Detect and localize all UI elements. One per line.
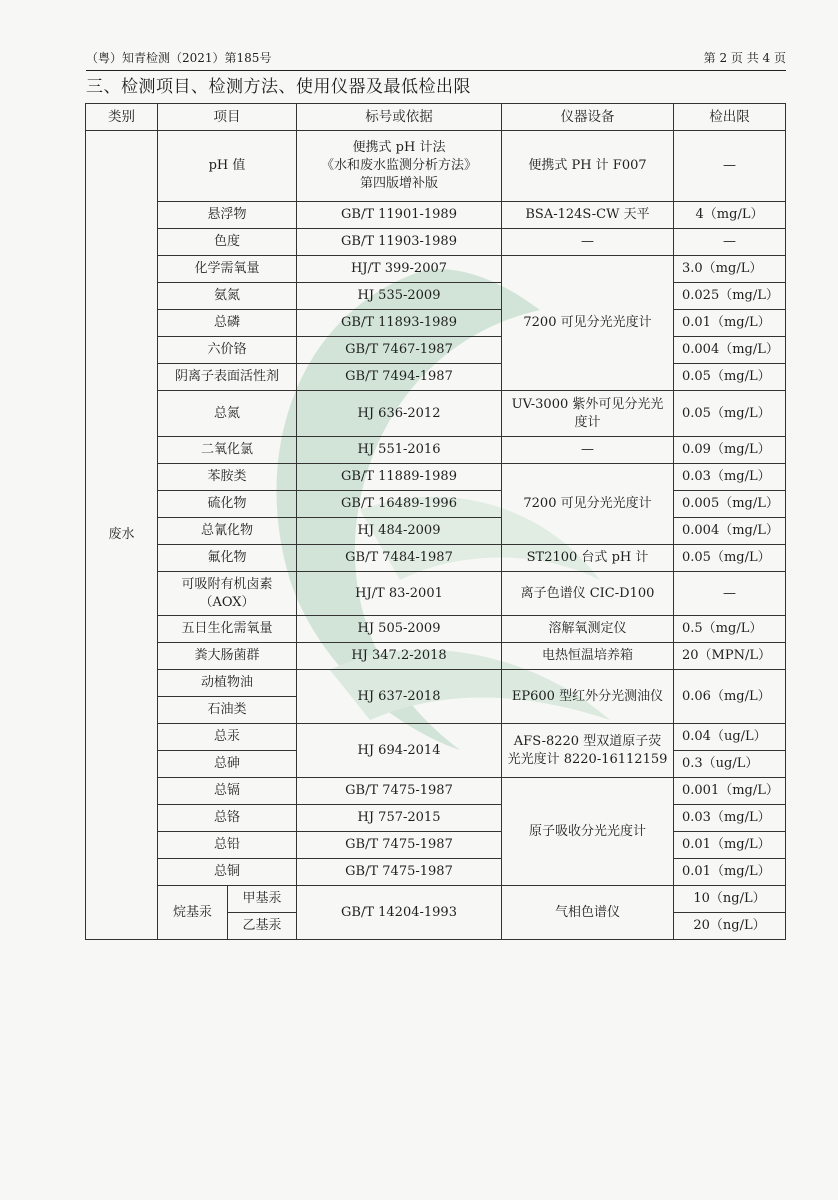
standard-cell: GB/T 14204-1993 xyxy=(297,886,502,940)
table-header-row xyxy=(86,104,786,131)
header-category: 类别 xyxy=(86,104,158,131)
table-row xyxy=(86,491,786,518)
item-group-cell: 烷基汞 xyxy=(158,886,228,940)
item-cell: 可吸附有机卤素 （AOX） xyxy=(158,572,297,616)
standard-cell: GB/T 11889-1989 xyxy=(297,464,502,491)
limit-cell: 0.001（mg/L） xyxy=(674,778,786,805)
standard-cell: HJ 551-2016 xyxy=(297,437,502,464)
standard-cell: HJ 505-2009 xyxy=(297,616,502,643)
item-cell: 总铬 xyxy=(158,805,297,832)
limit-cell: 0.004（mg/L） xyxy=(674,337,786,364)
detection-methods-table xyxy=(85,103,786,940)
limit-cell: — xyxy=(674,572,786,616)
limit-cell: 0.5（mg/L） xyxy=(674,616,786,643)
table-row xyxy=(86,724,786,751)
item-cell: 化学需氧量 xyxy=(158,256,297,283)
item-cell: 硫化物 xyxy=(158,491,297,518)
table-row xyxy=(86,518,786,545)
standard-cell: GB/T 7467-1987 xyxy=(297,337,502,364)
document-number: （粤）知青检测（2021）第185号 xyxy=(86,51,272,65)
instrument-cell: 原子吸收分光光度计 xyxy=(502,778,674,886)
limit-cell: 0.04（ug/L） xyxy=(674,724,786,751)
instrument-cell: ST2100 台式 pH 计 xyxy=(502,545,674,572)
header-divider xyxy=(86,70,786,71)
table-row xyxy=(86,886,786,913)
standard-cell: GB/T 7475-1987 xyxy=(297,778,502,805)
standard-cell: GB/T 11903-1989 xyxy=(297,229,502,256)
table-row xyxy=(86,437,786,464)
limit-cell: 0.005（mg/L） xyxy=(674,491,786,518)
item-cell: 总磷 xyxy=(158,310,297,337)
standard-cell: GB/T 7484-1987 xyxy=(297,545,502,572)
item-cell: 总铅 xyxy=(158,832,297,859)
item-cell: 悬浮物 xyxy=(158,202,297,229)
instrument-cell: 离子色谱仪 CIC-D100 xyxy=(502,572,674,616)
page-header xyxy=(86,48,786,68)
item-cell: 色度 xyxy=(158,229,297,256)
limit-cell: — xyxy=(674,229,786,256)
item-cell: 石油类 xyxy=(158,697,297,724)
item-cell: 总镉 xyxy=(158,778,297,805)
instrument-cell: — xyxy=(502,229,674,256)
instrument-cell: 溶解氧测定仪 xyxy=(502,616,674,643)
limit-cell: 3.0（mg/L） xyxy=(674,256,786,283)
table-row xyxy=(86,283,786,310)
table-row xyxy=(86,202,786,229)
table-row xyxy=(86,859,786,886)
item-cell: 氟化物 xyxy=(158,545,297,572)
standard-cell: GB/T 11901-1989 xyxy=(297,202,502,229)
limit-cell: 0.3（ug/L） xyxy=(674,751,786,778)
item-cell: 苯胺类 xyxy=(158,464,297,491)
item-cell: 二氧化氯 xyxy=(158,437,297,464)
item-cell: 氨氮 xyxy=(158,283,297,310)
page-number: 第 2 页 共 4 页 xyxy=(703,51,786,65)
item-cell: 粪大肠菌群 xyxy=(158,643,297,670)
sub-item-cell: 乙基汞 xyxy=(228,913,297,940)
limit-cell: 10（ng/L） xyxy=(674,886,786,913)
limit-cell: 0.09（mg/L） xyxy=(674,437,786,464)
instrument-cell: UV-3000 紫外可见分光光 度计 xyxy=(502,391,674,437)
table-row xyxy=(86,643,786,670)
item-cell: pH 值 xyxy=(158,131,297,202)
limit-cell: 0.01（mg/L） xyxy=(674,310,786,337)
table-row xyxy=(86,572,786,616)
standard-cell: GB/T 7494-1987 xyxy=(297,364,502,391)
category-cell: 废水 xyxy=(86,131,158,940)
standard-cell: GB/T 16489-1996 xyxy=(297,491,502,518)
standard-cell: HJ/T 83-2001 xyxy=(297,572,502,616)
standard-cell: GB/T 7475-1987 xyxy=(297,832,502,859)
table-row xyxy=(86,545,786,572)
table-row xyxy=(86,805,786,832)
section-title: 三、检测项目、检测方法、使用仪器及最低检出限 xyxy=(86,77,471,97)
limit-cell: 0.03（mg/L） xyxy=(674,805,786,832)
header-standard: 标号或依据 xyxy=(297,104,502,131)
limit-cell: 0.004（mg/L） xyxy=(674,518,786,545)
instrument-cell: — xyxy=(502,437,674,464)
table-row xyxy=(86,778,786,805)
table-row xyxy=(86,464,786,491)
item-cell: 五日生化需氧量 xyxy=(158,616,297,643)
instrument-cell: 7200 可见分光光度计 xyxy=(502,464,674,545)
limit-cell: 0.03（mg/L） xyxy=(674,464,786,491)
item-cell: 动植物油 xyxy=(158,670,297,697)
standard-cell: HJ 637-2018 xyxy=(297,670,502,724)
instrument-cell: EP600 型红外分光测油仪 xyxy=(502,670,674,724)
table-row xyxy=(86,832,786,859)
table-row xyxy=(86,256,786,283)
standard-cell: GB/T 7475-1987 xyxy=(297,859,502,886)
limit-cell: 0.05（mg/L） xyxy=(674,364,786,391)
standard-cell: GB/T 11893-1989 xyxy=(297,310,502,337)
sub-item-cell: 甲基汞 xyxy=(228,886,297,913)
limit-cell: 0.05（mg/L） xyxy=(674,545,786,572)
standard-cell: 便携式 pH 计法 《水和废水监测分析方法》 第四版增补版 xyxy=(297,131,502,202)
standard-cell: HJ 347.2-2018 xyxy=(297,643,502,670)
standard-cell: HJ 636-2012 xyxy=(297,391,502,437)
instrument-cell: 便携式 PH 计 F007 xyxy=(502,131,674,202)
item-cell: 总氰化物 xyxy=(158,518,297,545)
item-cell: 阴离子表面活性剂 xyxy=(158,364,297,391)
instrument-cell: BSA-124S-CW 天平 xyxy=(502,202,674,229)
instrument-cell: AFS-8220 型双道原子荧 光光度计 8220-16112159 xyxy=(502,724,674,778)
table-row xyxy=(86,364,786,391)
standard-cell: HJ 484-2009 xyxy=(297,518,502,545)
standard-cell: HJ/T 399-2007 xyxy=(297,256,502,283)
header-item: 项目 xyxy=(158,104,297,131)
limit-cell: — xyxy=(674,131,786,202)
standard-cell: HJ 694-2014 xyxy=(297,724,502,778)
header-instrument: 仪器设备 xyxy=(502,104,674,131)
instrument-cell: 电热恒温培养箱 xyxy=(502,643,674,670)
limit-cell: 0.06（mg/L） xyxy=(674,670,786,724)
table-row xyxy=(86,337,786,364)
table-row xyxy=(86,229,786,256)
standard-cell: HJ 535-2009 xyxy=(297,283,502,310)
table-row xyxy=(86,670,786,697)
limit-cell: 20（MPN/L） xyxy=(674,643,786,670)
item-cell: 总砷 xyxy=(158,751,297,778)
limit-cell: 20（ng/L） xyxy=(674,913,786,940)
header-limit: 检出限 xyxy=(674,104,786,131)
limit-cell: 0.025（mg/L） xyxy=(674,283,786,310)
standard-cell: HJ 757-2015 xyxy=(297,805,502,832)
table-row xyxy=(86,391,786,437)
item-cell: 总铜 xyxy=(158,859,297,886)
limit-cell: 4（mg/L） xyxy=(674,202,786,229)
table-row xyxy=(86,131,786,202)
limit-cell: 0.05（mg/L） xyxy=(674,391,786,437)
instrument-cell: 7200 可见分光光度计 xyxy=(502,256,674,391)
item-cell: 总汞 xyxy=(158,724,297,751)
instrument-cell: 气相色谱仪 xyxy=(502,886,674,940)
table-row xyxy=(86,310,786,337)
item-cell: 总氮 xyxy=(158,391,297,437)
limit-cell: 0.01（mg/L） xyxy=(674,859,786,886)
limit-cell: 0.01（mg/L） xyxy=(674,832,786,859)
table-row xyxy=(86,616,786,643)
item-cell: 六价铬 xyxy=(158,337,297,364)
